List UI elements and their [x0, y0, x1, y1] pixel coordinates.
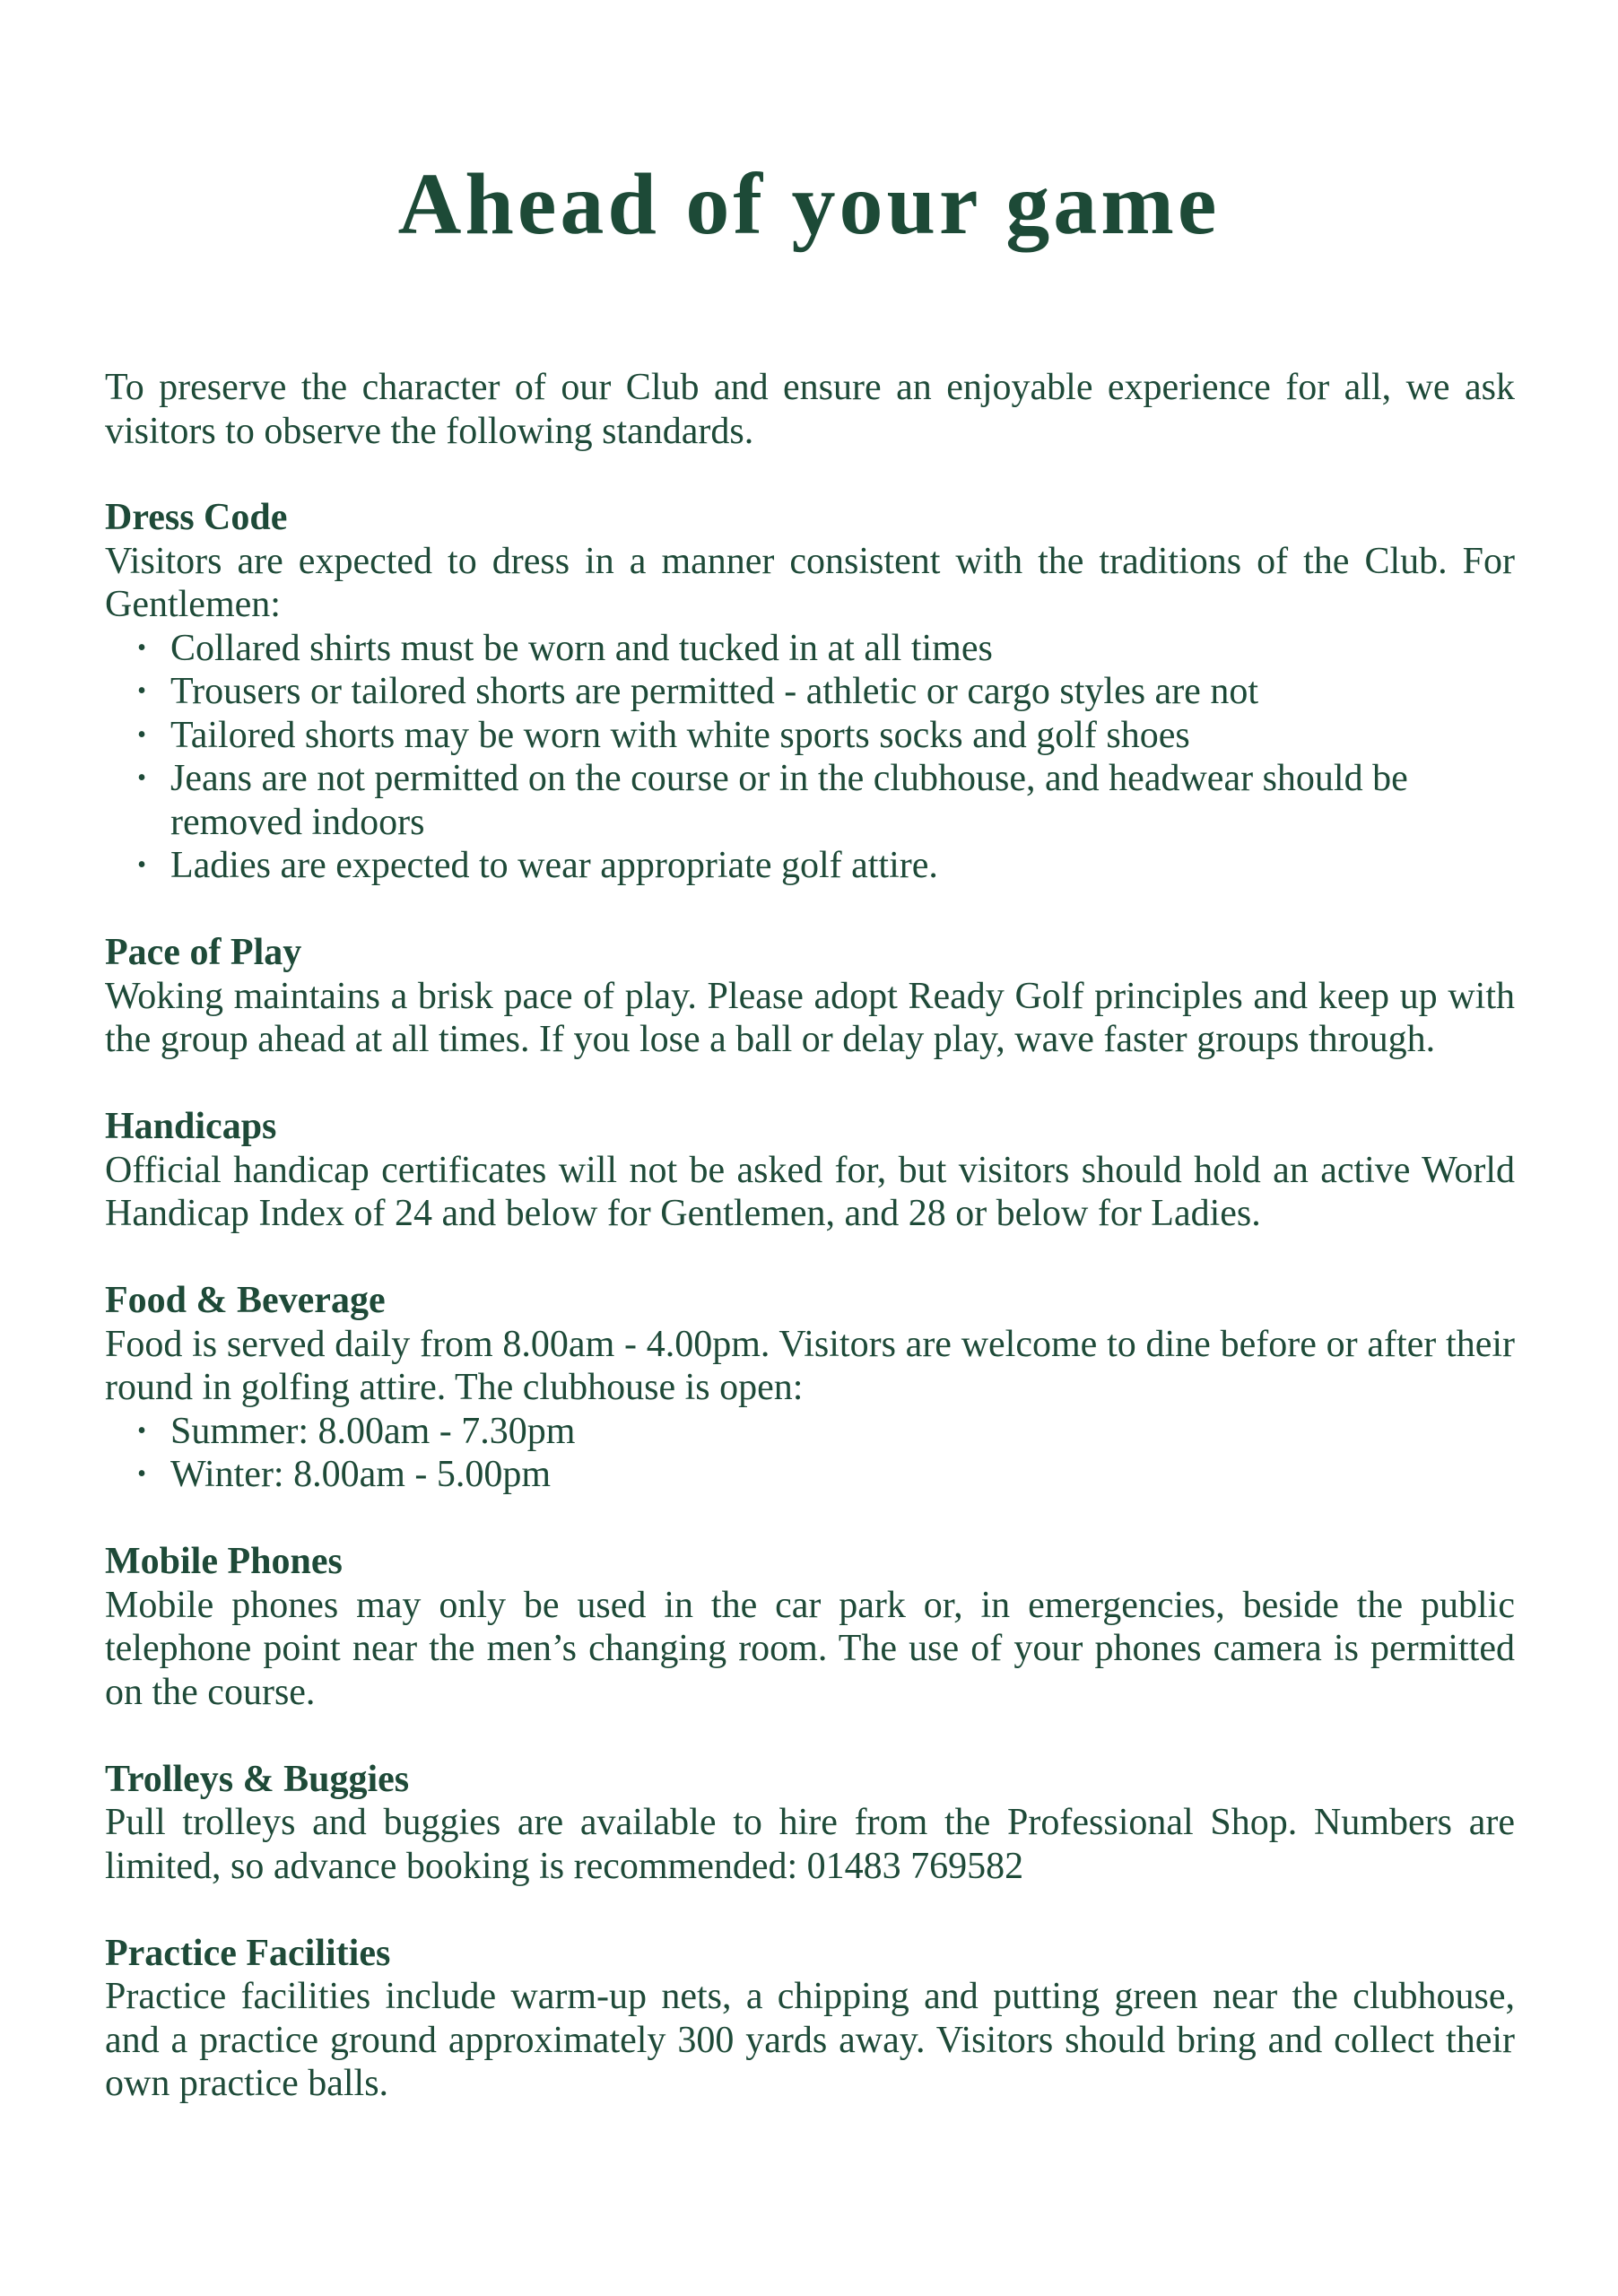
section-body: Practice facilities include warm-up nets, a chipping and putting green near the clubhouse, and a practice ground approximately 300 yards away. Visitors should bring and collect their own practice balls. [105, 1976, 1515, 2104]
bullet-icon: • [137, 1460, 146, 1488]
section-heading: Handicaps [105, 1106, 277, 1147]
list-item-text: Tailored shorts may be worn with white sports socks and golf shoes [170, 714, 1190, 756]
section-mobile-phones [105, 1540, 1515, 1714]
intro-paragraph: To preserve the character of our Club and ensure an enjoyable experience for all, we ask visitors to observe the following standards. [105, 367, 1515, 452]
list-item [137, 1410, 1515, 1454]
section-heading: Mobile Phones [105, 1541, 343, 1582]
list-item-text: Jeans are not permitted on the course or in the clubhouse, and headwear should be removed indoors [170, 758, 1408, 843]
section-practice-facilities [105, 1932, 1515, 2106]
section-dress-code [105, 496, 1515, 888]
bullet-icon: • [137, 720, 146, 749]
list-item [137, 714, 1515, 758]
bullet-list [105, 1410, 1515, 1497]
section-handicaps [105, 1105, 1515, 1236]
section-heading: Practice Facilities [105, 1932, 391, 1974]
list-item [137, 1453, 1515, 1497]
list-item-text: Trousers or tailored shorts are permitted - athletic or cargo styles are not [170, 671, 1258, 712]
content-body [105, 366, 1515, 2149]
section-food-beverage [105, 1279, 1515, 1497]
page-title: Ahead of your game [397, 156, 1221, 253]
bullet-icon: • [137, 1416, 146, 1445]
section-body: Official handicap certificates will not be asked for, but visitors should hold an active World Handicap Index of 24 and below for Gentlemen, and 28 or below for Ladies. [105, 1149, 1515, 1234]
section-heading: Food & Beverage [105, 1280, 386, 1321]
section-trolleys-buggies [105, 1758, 1515, 1889]
bullet-icon: • [137, 851, 146, 879]
section-body: Woking maintains a brisk pace of play. Please adopt Ready Golf principles and keep up with the group ahead at all times. If you lose a ball or delay play, wave faster groups through. [105, 975, 1515, 1060]
section-body: Pull trolleys and buggies are available to hire from the Professional Shop. Numbers are limited, so advance booking is recommended: 01483 769582 [105, 1802, 1515, 1887]
section-pace-of-play [105, 931, 1515, 1062]
section-body: Visitors are expected to dress in a manner consistent with the traditions of the Club. For Gentlemen: [105, 540, 1515, 625]
list-item-text: Summer: 8.00am - 7.30pm [170, 1410, 576, 1452]
list-item-text: Collared shirts must be worn and tucked in at all times [170, 627, 993, 669]
bullet-icon: • [137, 633, 146, 662]
list-item [137, 627, 1515, 671]
list-item [137, 757, 1515, 844]
section-body: Food is served daily from 8.00am - 4.00pm. Visitors are welcome to dine before or after their round in golfing attire. The clubhouse is open: [105, 1323, 1515, 1408]
list-item [137, 844, 1515, 888]
section-heading: Pace of Play [105, 932, 302, 973]
bullet-icon: • [137, 677, 146, 705]
section-heading: Trolleys & Buggies [105, 1758, 410, 1800]
list-item-text: Winter: 8.00am - 5.00pm [170, 1454, 552, 1495]
list-item [137, 670, 1515, 714]
list-item-text: Ladies are expected to wear appropriate golf attire. [170, 845, 938, 886]
section-body: Mobile phones may only be used in the car park or, in emergencies, beside the public telephone point near the men’s changing room. The use of your phones camera is permitted on the course. [105, 1584, 1515, 1713]
section-heading: Dress Code [105, 497, 288, 538]
bullet-icon: • [137, 764, 146, 792]
bullet-list [105, 627, 1515, 888]
